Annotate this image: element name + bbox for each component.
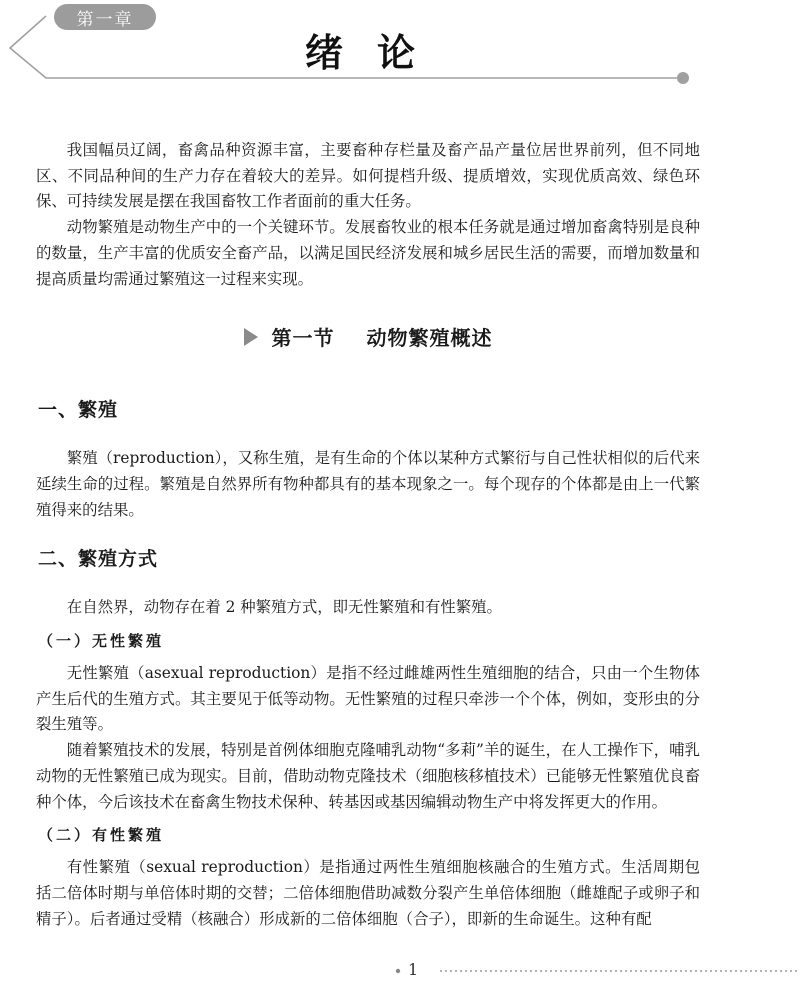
section-title: 动物繁殖概述 <box>366 326 493 351</box>
sexual-paragraph: 有性繁殖（sexual reproduction）是指通过两性生殖细胞核融合的生殖方式。生活周期包括二倍体时期与单倍体时期的交替；二倍体细胞借助减数分裂产生单倍体细胞（雌雄配子或卵子和精子）。后者通过受精（核融合）形成新的二倍体细胞（合子），即新的生命诞生。这种有配 <box>36 858 700 928</box>
intro-paragraph-2: 动物繁殖是动物生产中的一个关键环节。发展畜牧业的根本任务就是通过增加畜禽特别是良种的数量，生产丰富的优质安全畜产品，以满足国民经济发展和城乡居民生活的需要，而增加数量和提高质量均需通过繁殖这一过程来实现。 <box>36 218 700 288</box>
subsection-heading-reproduction: 一、繁殖 <box>38 399 119 422</box>
intro-paragraph-1: 我国幅员辽阔，畜禽品种资源丰富，主要畜种存栏量及畜产品产量位居世界前列，但不同地区、不同品种间的生产力存在着较大的差异。如何提档升级、提质增效，实现优质高效、绿色环保、可持续发展是摆在我国畜牧工作者面前的重大任务。 <box>36 141 700 211</box>
subsection-heading-modes: 二、繁殖方式 <box>38 548 159 571</box>
page-footer <box>0 960 800 990</box>
page-number: 1 <box>408 960 419 979</box>
asexual-paragraph-1: 无性繁殖（asexual reproduction）是指不经过雌雄两性生殖细胞的结合，只由一个生物体产生后代的生殖方式。其主要见于低等动物。无性繁殖的过程只牵涉一个个体，例如，变形虫的分裂生殖等。 <box>36 664 700 734</box>
triangle-bullet-icon <box>244 328 258 346</box>
footer-dotted-rule <box>0 960 800 990</box>
asexual-paragraph-2: 随着繁殖技术的发展，特别是首例体细胞克隆哺乳动物“多莉”羊的诞生，在人工操作下，哺乳动物的无性繁殖已成为现实。目前，借助动物克隆技术（细胞核移植技术）已能够无性繁殖优良畜种个体，今后该技术在畜禽生物技术保种、转基因或基因编辑动物生产中将发挥更大的作用。 <box>36 741 700 811</box>
chapter-label: 第一章 <box>54 4 156 30</box>
sexual-heading: （二）有性繁殖 <box>38 826 165 845</box>
chapter-title: 绪论 <box>304 31 449 75</box>
reproduction-paragraph: 繁殖（reproduction），又称生殖，是有生命的个体以某种方式繁衍与自己性状相似的后代来延续生命的过程。繁殖是自然界所有物种都具有的基本现象之一。每个现存的个体都是由上一代繁殖得来的结果。 <box>36 449 700 519</box>
page-body <box>36 138 700 932</box>
modes-intro-paragraph: 在自然界，动物存在着 2 种繁殖方式，即无性繁殖和有性繁殖。 <box>66 598 502 617</box>
section-number: 第一节 <box>271 326 335 351</box>
asexual-heading: （一）无性繁殖 <box>38 632 165 651</box>
section-heading <box>36 322 700 351</box>
